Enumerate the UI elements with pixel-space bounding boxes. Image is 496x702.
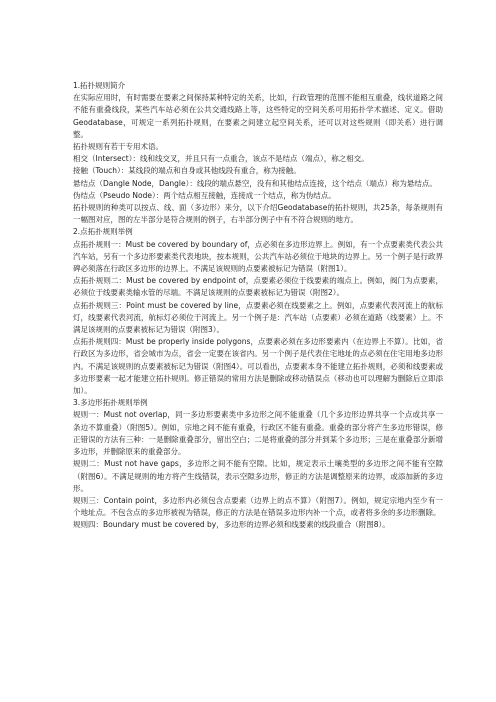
polygon-rule-3: 规则三：Contain point，多边形内必须包含点要素（边界上的点不算）（附图7）。例如，规定宗地内至少有一个地址点。不包含点的多边形被视为错误，修正的方法是在错误多边形内补一个点，或者将多余的多边形删除。 [73, 495, 443, 518]
point-rule-3: 点拓扑规则三：Point must be covered by line，点要素必须在线要素之上。例如，点要素代表河流上的航标灯，线要素代表河流，航标灯必须位于河流上。另一个例子是：汽车站（点要素）必须在道路（线要素）上。不满足该规则的点要素被标记为错误（附图3）。 [73, 300, 443, 335]
paragraph-rule-types: 拓扑规则的种类可以按点、线、面（多边形）来分，以下介绍Geodatabase的拓扑规则，共25条，每条规则有一幅图对应，图的左半部分是符合规则的例子，右半部分例子中有不符合规则的地方。 [73, 203, 443, 225]
heading-topology-intro: 1.拓扑规则简介 [73, 81, 126, 90]
polygon-rule-2: 规则二：Must not have gaps，多边形之间不能有空隙。比如，规定表示土壤类型的多边形之间不能有空隙（附图6）。不满足规则的地方将产生线错误，表示空隙多边形，修正的方法是调整原来的边界，或添加新的多边形。 [73, 459, 443, 493]
paragraph-terms: 拓扑规则有若干专用术语。 [73, 142, 163, 152]
term-intersect: 相交（Intersect）：线和线交叉，并且只有一点重合，该点不是结点（端点），称之相交。 [73, 154, 369, 164]
polygon-rule-4: 规则四：Boundary must be covered by，多边形的边界必须和线要素的线段重合（附图8）。 [73, 520, 390, 530]
document-page [73, 80, 443, 532]
point-rule-2: 点拓扑规则二：Must be covered by endpoint of，点要素必须位于线要素的端点上。例如，阀门为点要素，必须位于线要素类输水管的尽端。不满足该规则的点要素被标记为错误（附图2）。 [73, 276, 443, 298]
term-touch: 接触（Touch）：某线段的端点和自身或其他线段有重合，称为接触。 [73, 166, 301, 176]
term-pseudo-node: 伪结点（Pseudo Node）：两个结点相互接触，连接成一个结点，称为伪结点。 [73, 190, 336, 200]
heading-polygon-rules: 3.多边形拓扑规则举例 [73, 398, 148, 408]
point-rule-1: 点拓扑规则一：Must be covered by boundary of，点必须在多边形边界上。例如，有一个点要素类代表公共汽车站，另有一个多边形要素类代表地块，按本规则，公共汽车站必须位于地块的边界上。另一个例子是行政界碑必须落在行政区多边形的边界上。不满足该规则的点要素被标记为错误（附图1）。 [73, 239, 443, 274]
term-dangle-node: 悬结点（Dangle Node，Dangle）：线段的端点悬空，没有和其他结点连接，这个结点（端点）称为悬结点。 [73, 178, 437, 188]
paragraph-intro: 在实际应用时，有时需要在要素之间保持某种特定的关系，比如，行政管理的范围不能相互重叠，线状道路之间不能有重叠线段，某些汽车站必须在公共交通线路上等，这些特定的空间关系可用拓扑学术描述、定义。借助Geodatabase，可规定一系列拓扑规则，在要素之间建立起空间关系，还可以对这些规则（即关系）进行调整。 [73, 93, 443, 139]
polygon-rule-1: 规则一：Must not overlap，同一多边形要素类中多边形之间不能重叠（几个多边形边界共享一个点或共享一条边不算重叠）（附图5）。例如，宗地之间不能有重叠，行政区不能有重叠。重叠的部分将产生多边形错误，修正错误的方法有三种：一是删除重叠部分，留出空白；二是将重叠的部分并到某个多边形；三是在重叠部分新增多边形，并删除原来的重叠部分。 [73, 410, 443, 457]
point-rule-4: 点拓扑规则四：Must be properly inside polygons，点要素必须在多边形要素内（在边界上不算）。比如，省行政区为多边形，省会城市为点，省会一定要在该省内。另一个例子是代表住宅地址的点必须在住宅用地多边形内。不满足该规则的点要素被标记为错误（附图4）。可以看出，点要素本身不能建立拓扑规则，必须和线要素或多边形要素一起才能建立拓扑规则。修正错误的常用方法是删除或移动错误点（移动也可以理解为删除后立即添加）。 [73, 337, 443, 396]
heading-point-rules: 2.点拓扑规则举例 [73, 227, 133, 237]
